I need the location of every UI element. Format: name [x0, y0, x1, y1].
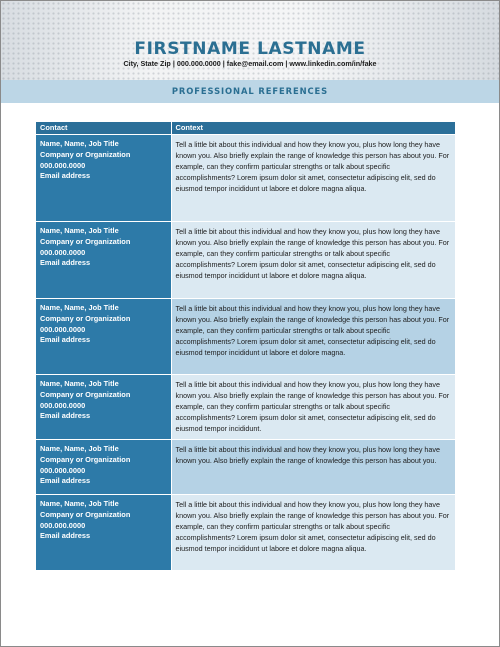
reference-row: [36, 440, 455, 495]
table-header-row: [36, 122, 455, 135]
reference-name-title: Name, Name, Job Title: [40, 139, 119, 148]
references-table: [36, 122, 455, 571]
reference-name-title: Name, Name, Job Title: [40, 303, 119, 312]
reference-email: Email address: [40, 171, 91, 181]
reference-email: Email address: [40, 531, 91, 541]
reference-context-text: Tell a little bit about this individual and how they know you, plus how long they have known you. Also briefly explain the range of knowledge this person has about you. For example, can they confirm particular strengths or talk about specific accomplishments? Lorem ipsum dolor sit amet, consectetur adipiscing elit, sed do eiusmod tempor incididunt ut labore et dolore magna aliqua.: [171, 495, 455, 571]
reference-phone: 000.000.0000: [40, 400, 86, 410]
reference-context-text: Tell a little bit about this individual and how they know you, plus how long they have known you. Also briefly explain the range of knowledge this person has about you. For example, can they confirm particular strengths or talk about specific accomplishments? Lorem ipsum dolor sit amet, consectetur adipiscing elit, sed do eiusmod tempor incididunt.: [171, 375, 455, 440]
reference-contact-cell: [36, 375, 171, 440]
reference-row: [36, 495, 455, 571]
reference-contact-cell: [36, 135, 171, 222]
section-title: PROFESSIONAL REFERENCES: [171, 86, 329, 96]
column-header-context: Context: [171, 122, 455, 135]
reference-company: Company or Organization: [40, 454, 131, 464]
reference-company: Company or Organization: [40, 389, 131, 399]
reference-row: [36, 222, 455, 299]
reference-name-title: Name, Name, Job Title: [40, 444, 119, 453]
column-header-contact: Contact: [36, 122, 171, 135]
reference-company: Company or Organization: [40, 509, 131, 519]
reference-contact-cell: [36, 495, 171, 571]
reference-contact-cell: [36, 222, 171, 299]
reference-phone: 000.000.0000: [40, 324, 86, 334]
reference-company: Company or Organization: [40, 236, 131, 246]
reference-name-title: Name, Name, Job Title: [40, 226, 119, 235]
reference-row: [36, 299, 455, 375]
reference-name-title: Name, Name, Job Title: [40, 379, 119, 388]
reference-email: Email address: [40, 411, 91, 421]
reference-row: [36, 375, 455, 440]
reference-company: Company or Organization: [40, 313, 131, 323]
reference-context-text: Tell a little bit about this individual and how they know you, plus how long they have known you. Also briefly explain the range of knowledge this person has about you. For example, can they confirm particular strengths or talk about specific accomplishments? Lorem ipsum dolor sit amet, consectetur adipiscing elit, sed do eiusmod tempor incididunt ut labore et dolore magna aliqua.: [171, 222, 455, 299]
candidate-name: FIRSTNAME LASTNAME: [134, 39, 366, 59]
reference-contact-cell: [36, 440, 171, 495]
reference-email: Email address: [40, 258, 91, 268]
reference-email: Email address: [40, 476, 91, 486]
reference-email: Email address: [40, 335, 91, 345]
reference-context-text: Tell a little bit about this individual and how they know you, plus how long they have known you. Also briefly explain the range of knowledge this person has about you. For example, can they confirm particular strengths or talk about specific accomplishments? Lorem ipsum dolor sit amet, consectetur adipiscing elit, sed do eiusmod tempor incididunt ut labore et dolore magna.: [171, 299, 455, 375]
reference-phone: 000.000.0000: [40, 520, 86, 530]
contact-info-line: City, State Zip | 000.000.0000 | fake@email.com | www.linkedin.com/in/fake: [123, 59, 377, 68]
reference-company: Company or Organization: [40, 149, 131, 159]
reference-phone: 000.000.0000: [40, 247, 86, 257]
reference-context-text: Tell a little bit about this individual and how they know you, plus how long they have known you. Also briefly explain the range of knowledge this person has about you.: [171, 440, 455, 495]
reference-context-text: Tell a little bit about this individual and how they know you, plus how long they have known you. Also briefly explain the range of knowledge this person has about you. For example, can they confirm particular strengths or talk about specific accomplishments? Lorem ipsum dolor sit amet, consectetur adipiscing elit, sed do eiusmod tempor incididunt ut labore et dolore magna aliqua.: [171, 135, 455, 222]
reference-row: [36, 135, 455, 222]
reference-name-title: Name, Name, Job Title: [40, 499, 119, 508]
reference-contact-cell: [36, 299, 171, 375]
reference-phone: 000.000.0000: [40, 465, 86, 475]
reference-phone: 000.000.0000: [40, 160, 86, 170]
